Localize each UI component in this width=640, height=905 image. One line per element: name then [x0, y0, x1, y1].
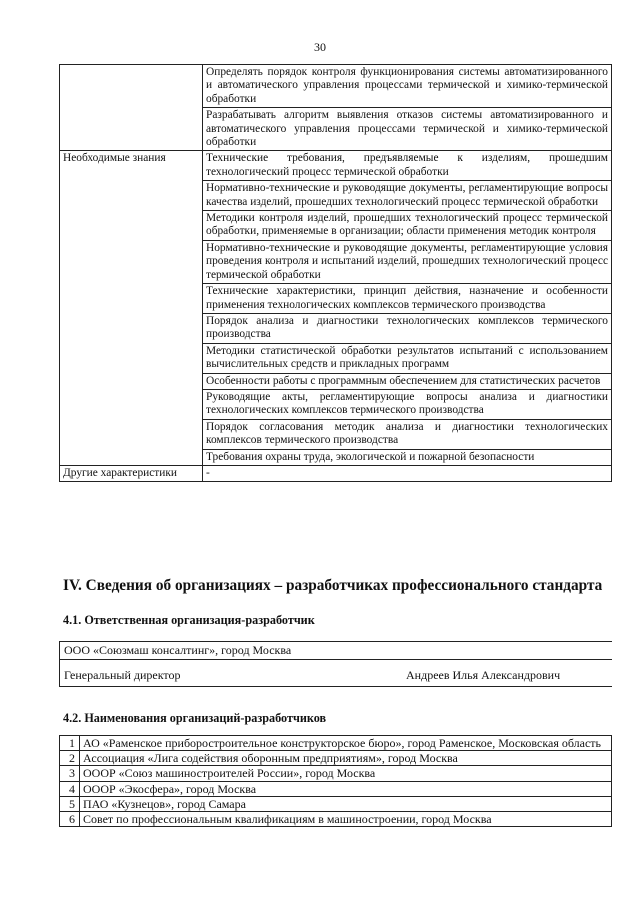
responsible-org-name: ООО «Союзмаш консалтинг», город Москва — [59, 641, 612, 660]
table-cell-value: Особенности работы с программным обеспечением для статистических расчетов — [203, 373, 612, 389]
table-cell-value: Требования охраны труда, экологической и пожарной безопасности — [203, 449, 612, 465]
developers-table — [59, 735, 612, 827]
table-cell-value: Порядок анализа и диагностики технологических комплексов термического производства — [203, 313, 612, 343]
table-row — [60, 151, 612, 181]
org-number: 5 — [60, 796, 80, 811]
section-title: IV. Сведения об организациях – разработчиках профессионального стандарта — [63, 577, 603, 594]
responsible-signatory — [59, 660, 612, 687]
table-cell-value: Нормативно-технические и руководящие документы, регламентирующие вопросы качества изделий, прошедших технологический процесс термической обработки — [203, 181, 612, 211]
org-name: Совет по профессиональным квалификациям в машиностроении, город Москва — [80, 812, 612, 827]
table-cell-value: Порядок согласования методик анализа и диагностики технологических комплексов термического производства — [203, 419, 612, 449]
org-number: 4 — [60, 781, 80, 796]
table-row — [60, 812, 612, 827]
org-number: 1 — [60, 736, 80, 751]
table-row — [60, 796, 612, 811]
table-row — [60, 766, 612, 781]
table-row — [60, 736, 612, 751]
org-number: 3 — [60, 766, 80, 781]
org-name: АО «Раменское приборостроительное конструкторское бюро», город Раменское, Московская область — [80, 736, 612, 751]
org-name: Ассоциация «Лига содействия оборонным предприятиям», город Москва — [80, 751, 612, 766]
developers-heading: 4.2. Наименования организаций-разработчиков — [63, 711, 327, 725]
table-row — [60, 781, 612, 796]
page-number: 30 — [314, 40, 326, 54]
table-row — [60, 465, 612, 481]
table-cell-value: Технические требования, предъявляемые к изделиям, прошедшим технологический процесс термической обработки — [203, 151, 612, 181]
table-row — [60, 751, 612, 766]
table-cell-value: Методики статистической обработки результатов испытаний с использованием вычислительных средств и прикладных программ — [203, 343, 612, 373]
org-name: ОООР «Союз машиностроителей России», город Москва — [80, 766, 612, 781]
table-cell-value: Методики контроля изделий, прошедших технологический процесс термической обработки, применяемые в организации; области применения методик контроля — [203, 211, 612, 241]
table-cell-label — [60, 65, 203, 151]
table-cell-label: Необходимые знания — [60, 151, 203, 466]
org-number: 6 — [60, 812, 80, 827]
table-cell-value: Определять порядок контроля функционирования системы автоматизированного и автоматического управления процессами термической и химико-термической обработки — [203, 65, 612, 108]
org-name: ПАО «Кузнецов», город Самара — [80, 796, 612, 811]
org-number: 2 — [60, 751, 80, 766]
signatory-position: Генеральный директор — [64, 668, 181, 682]
table-cell-value: - — [203, 465, 612, 481]
table-cell-value: Технические характеристики, принцип действия, назначение и особенности применения технологических комплексов термического производства — [203, 284, 612, 314]
table-row — [60, 65, 612, 108]
signatory-name: Андреев Илья Александрович — [406, 668, 561, 682]
table-cell-value: Руководящие акты, регламентирующие вопросы анализа и диагностики технологических комплексов термического производства — [203, 389, 612, 419]
table-cell-value: Нормативно-технические и руководящие документы, регламентирующие условия проведения контроля и испытаний изделий, прошедших технологический процесс термической обработки — [203, 240, 612, 283]
responsible-org-box — [59, 641, 612, 687]
table-cell-value: Разрабатывать алгоритм выявления отказов системы автоматизированного и автоматического управления процессами термической и химико-термической обработки — [203, 108, 612, 151]
responsible-heading: 4.1. Ответственная организация-разработчик — [63, 613, 315, 627]
org-name: ОООР «Экосфера», город Москва — [80, 781, 612, 796]
table-cell-label: Другие характеристики — [60, 465, 203, 481]
requirements-table — [59, 64, 612, 482]
